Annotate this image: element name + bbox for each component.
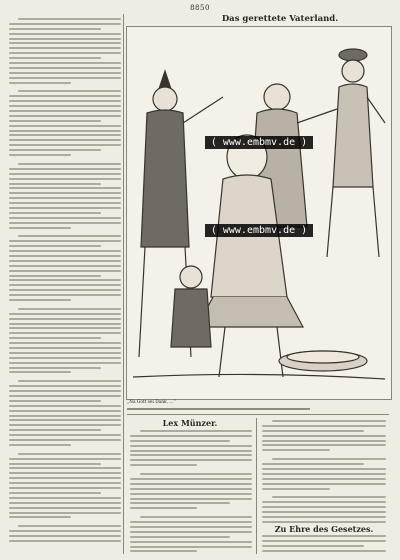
text-line [9, 265, 121, 267]
text-line [9, 347, 121, 349]
text-line [130, 440, 230, 442]
text-line [262, 440, 386, 442]
text-line [262, 483, 386, 485]
text-line [9, 192, 121, 194]
text-line [9, 279, 121, 281]
text-line [9, 342, 121, 344]
text-line [9, 168, 121, 170]
text-line [9, 275, 101, 277]
text-line [18, 90, 121, 92]
text-line [9, 202, 121, 204]
text-line [18, 380, 121, 382]
text-line [9, 139, 121, 141]
text-line [9, 125, 121, 127]
text-line [9, 458, 121, 460]
watermark-text: ( www.embmv.de ) [205, 224, 313, 237]
watermark-top [127, 137, 391, 148]
text-line [9, 57, 101, 59]
text-line [9, 477, 121, 479]
text-line [9, 23, 121, 25]
text-line [9, 419, 121, 421]
text-line [130, 502, 230, 504]
text-line [262, 535, 386, 537]
text-line [262, 550, 386, 552]
text-line [9, 240, 121, 242]
cartoon-drawing [127, 27, 391, 399]
text-line [9, 472, 121, 474]
text-line [140, 430, 252, 432]
text-line [262, 435, 386, 437]
text-line [9, 367, 101, 369]
section-heading-2: Zu Ehre des Gesetzes. [274, 524, 374, 534]
text-line [272, 496, 386, 498]
text-line [9, 42, 121, 44]
text-line [18, 235, 121, 237]
left-text-column [9, 18, 121, 550]
text-line [9, 260, 121, 262]
text-line [9, 390, 121, 392]
center-column-placeholder [130, 430, 252, 552]
text-line [9, 183, 101, 185]
right-text-column-bottom [262, 535, 386, 555]
text-line [9, 492, 101, 494]
text-line [9, 72, 121, 74]
text-line [9, 115, 121, 117]
text-line [9, 149, 101, 151]
text-line [9, 95, 121, 97]
caption-lead: „Na Gott sei Dank, …“ [127, 400, 176, 405]
text-line [9, 434, 121, 436]
text-line [130, 493, 252, 495]
text-line [9, 52, 121, 54]
text-line [262, 501, 386, 503]
section-heading-1: Lex Münzer. [162, 418, 218, 428]
text-line [9, 337, 101, 339]
text-line [272, 458, 386, 460]
text-line [9, 47, 121, 49]
text-line [9, 77, 121, 79]
text-line [262, 478, 386, 480]
text-line [262, 511, 386, 513]
text-line [9, 284, 121, 286]
text-line [9, 318, 121, 320]
text-line [262, 540, 386, 542]
text-line [9, 144, 121, 146]
text-line [9, 530, 121, 532]
text-line [9, 250, 121, 252]
text-line [262, 444, 386, 446]
text-line [9, 222, 121, 224]
text-line [9, 28, 101, 30]
text-line [9, 82, 71, 84]
caption-line-placeholder [127, 408, 310, 410]
text-line [9, 357, 121, 359]
text-line [9, 502, 121, 504]
text-line [130, 450, 252, 452]
text-line [9, 67, 121, 69]
text-line [9, 62, 121, 64]
text-line [18, 453, 121, 455]
text-line [262, 425, 386, 427]
text-line [9, 467, 121, 469]
text-line [9, 33, 121, 35]
text-line [9, 100, 121, 102]
text-line [9, 362, 121, 364]
right-column-placeholder-bottom [262, 535, 386, 552]
text-line [9, 444, 71, 446]
text-line [9, 507, 121, 509]
text-line [9, 323, 121, 325]
text-line [9, 299, 71, 301]
text-line [9, 429, 101, 431]
text-line [9, 439, 121, 441]
text-line [262, 521, 386, 523]
text-line [130, 435, 252, 437]
text-line [9, 352, 121, 354]
text-line [262, 516, 386, 518]
text-line [9, 487, 121, 489]
text-line [9, 540, 121, 542]
text-line [9, 120, 101, 122]
text-line [262, 463, 364, 465]
text-line [9, 38, 121, 40]
text-line [9, 110, 121, 112]
left-column-placeholder [9, 18, 121, 542]
text-line [130, 541, 252, 543]
text-line [130, 546, 252, 548]
text-line [9, 410, 121, 412]
text-line [9, 227, 71, 229]
column-divider [123, 14, 124, 554]
text-line [9, 294, 121, 296]
text-line [9, 424, 121, 426]
text-line [9, 516, 71, 518]
text-line [18, 163, 121, 165]
text-line [262, 430, 364, 432]
text-line [9, 400, 101, 402]
text-line [9, 415, 121, 417]
text-line [140, 473, 252, 475]
text-line [262, 488, 330, 490]
text-line [262, 468, 386, 470]
text-line [9, 535, 121, 537]
text-line [9, 512, 121, 514]
text-line [18, 18, 121, 20]
text-line [9, 482, 121, 484]
text-line [262, 545, 364, 547]
text-line [130, 521, 252, 523]
text-line [9, 105, 121, 107]
text-line [130, 454, 252, 456]
text-line [262, 506, 386, 508]
text-line [130, 498, 252, 500]
caption-divider [127, 414, 389, 415]
column-divider-right [256, 418, 257, 554]
text-line [9, 154, 71, 156]
text-line [130, 478, 252, 480]
center-text-column [130, 430, 252, 554]
text-line [9, 130, 121, 132]
text-line [9, 245, 101, 247]
text-line [9, 313, 121, 315]
text-line [272, 420, 386, 422]
text-line [130, 464, 197, 466]
text-line [18, 308, 121, 310]
text-line [9, 385, 121, 387]
text-line [9, 178, 121, 180]
text-line [130, 526, 252, 528]
text-line [9, 270, 121, 272]
watermark-text: ( www.embmv.de ) [205, 136, 313, 149]
text-line [140, 516, 252, 518]
text-line [130, 488, 252, 490]
cartoon-caption [127, 400, 389, 410]
text-line [262, 449, 330, 451]
text-line [130, 483, 252, 485]
text-line [9, 405, 121, 407]
text-line [9, 173, 121, 175]
page-number: 8850 [190, 4, 210, 12]
text-line [9, 197, 121, 199]
text-line [9, 497, 121, 499]
text-line [9, 327, 121, 329]
text-line [130, 459, 252, 461]
text-line [9, 217, 121, 219]
watermark-bottom [127, 225, 391, 236]
text-line [130, 445, 252, 447]
cartoon-illustration [126, 26, 392, 400]
text-line [9, 187, 121, 189]
text-line [130, 531, 252, 533]
text-line [18, 525, 121, 527]
text-line [9, 332, 121, 334]
text-line [9, 395, 121, 397]
text-line [9, 289, 121, 291]
text-line [9, 255, 121, 257]
text-line [9, 134, 121, 136]
text-line [9, 463, 101, 465]
text-line [130, 550, 197, 552]
cartoon-title: Das gerettete Vaterland. [221, 14, 339, 24]
text-line [130, 536, 230, 538]
right-column-placeholder-top [262, 420, 386, 523]
text-line [9, 371, 71, 373]
text-line [130, 507, 197, 509]
text-line [262, 473, 386, 475]
right-text-column-top [262, 420, 386, 520]
text-line [9, 207, 121, 209]
text-line [9, 212, 101, 214]
